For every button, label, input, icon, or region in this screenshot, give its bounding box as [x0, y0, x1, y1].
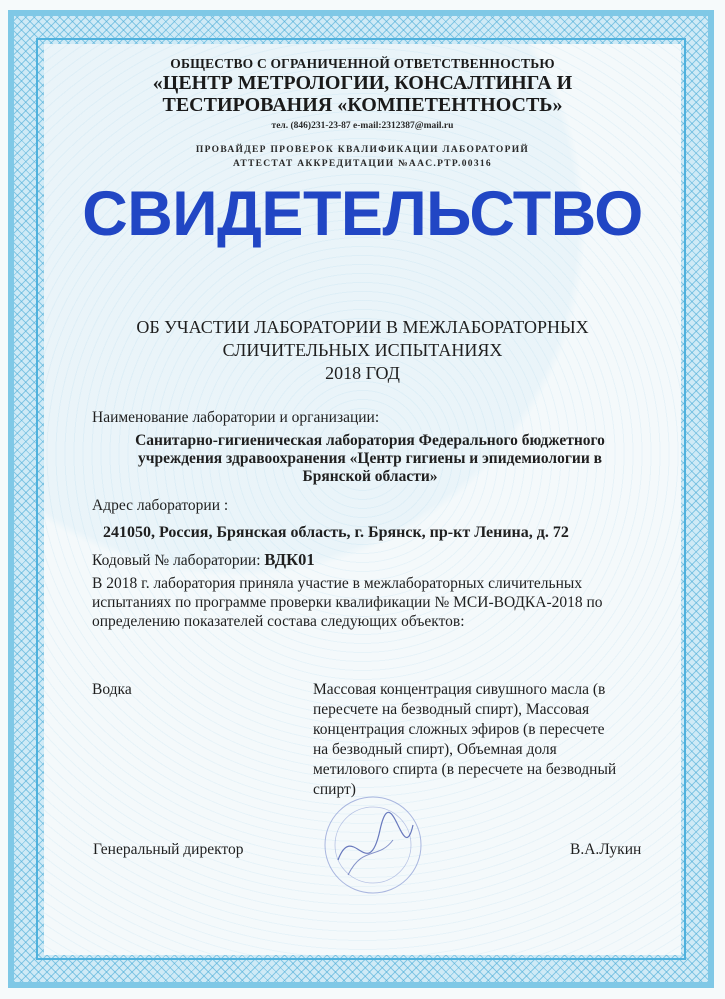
object-parameters	[313, 680, 653, 800]
lab-name-label: Наименование лаборатории и организации:	[92, 409, 380, 426]
subtitle-line2: СЛИЧИТЕЛЬНЫХ ИСПЫТАНИЯХ	[222, 340, 503, 360]
subtitle-line1: ОБ УЧАСТИИ ЛАБОРАТОРИИ В МЕЖЛАБОРАТОРНЫХ	[136, 317, 589, 337]
org-contacts: тел. (846)231-23-87 e-mail:2312387@mail.ru	[271, 121, 454, 131]
lab-name	[100, 432, 640, 486]
object-name: Водка	[92, 681, 132, 698]
lab-name-line1: Санитарно-гигиеническая лаборатория Федерального бюджетного	[135, 432, 605, 449]
address-label: Адрес лаборатории :	[92, 497, 229, 514]
subtitle-year: 2018 ГОД	[325, 363, 400, 383]
signatory-name: В.А.Лукин	[570, 841, 642, 858]
org-name-line1: «ЦЕНТР МЕТРОЛОГИИ, КОНСАЛТИНГА И	[152, 72, 573, 94]
body-line2: испытаниях по программе проверки квалификации № МСИ-ВОДКА-2018 по	[92, 594, 603, 611]
params-line3: концентрация сложных эфиров (в пересчете	[313, 721, 605, 738]
params-line6: спирт)	[313, 781, 356, 798]
lab-code-row	[92, 550, 315, 570]
params-line2: пересчете на безводный спирт), Массовая	[313, 701, 590, 718]
params-line4: на безводный спирт), Объемная доля	[313, 741, 557, 758]
provider-line: ПРОВАЙДЕР ПРОВЕРОК КВАЛИФИКАЦИИ ЛАБОРАТОРИЙ	[195, 145, 530, 155]
body-line3: определению показателей состава следующих объектов:	[92, 613, 465, 630]
lab-name-line2: учреждения здравоохранения «Центр гигиены и эпидемиологии в	[137, 450, 603, 467]
lab-code-label: Кодовый № лаборатории:	[92, 552, 261, 569]
lab-code-value: ВДК01	[264, 550, 315, 569]
body-line1: В 2018 г. лаборатория приняла участие в межлабораторных сличительных	[92, 575, 583, 592]
accreditation-line: АТТЕСТАТ АККРЕДИТАЦИИ №AAC.PTP.00316	[233, 159, 492, 169]
lab-address: 241050, Россия, Брянская область, г. Брянск, пр-кт Ленина, д. 72	[103, 524, 569, 541]
signatory-title: Генеральный директор	[93, 841, 244, 858]
certificate-subtitle	[0, 316, 725, 385]
params-line1: Массовая концентрация сивушного масла (в	[313, 681, 606, 698]
participation-paragraph	[92, 574, 652, 631]
params-line5: метилового спирта (в пересчете на безводный	[313, 761, 617, 778]
signature-stamp-mark	[318, 790, 428, 900]
lab-name-line3: Брянской области»	[302, 468, 438, 485]
org-type: ОБЩЕСТВО С ОГРАНИЧЕННОЙ ОТВЕТСТВЕННОСТЬЮ	[170, 56, 555, 71]
certificate-title: СВИДЕТЕЛЬСТВО	[82, 179, 643, 249]
org-name-line2: ТЕСТИРОВАНИЯ «КОМПЕТЕНТНОСТЬ»	[162, 94, 563, 116]
